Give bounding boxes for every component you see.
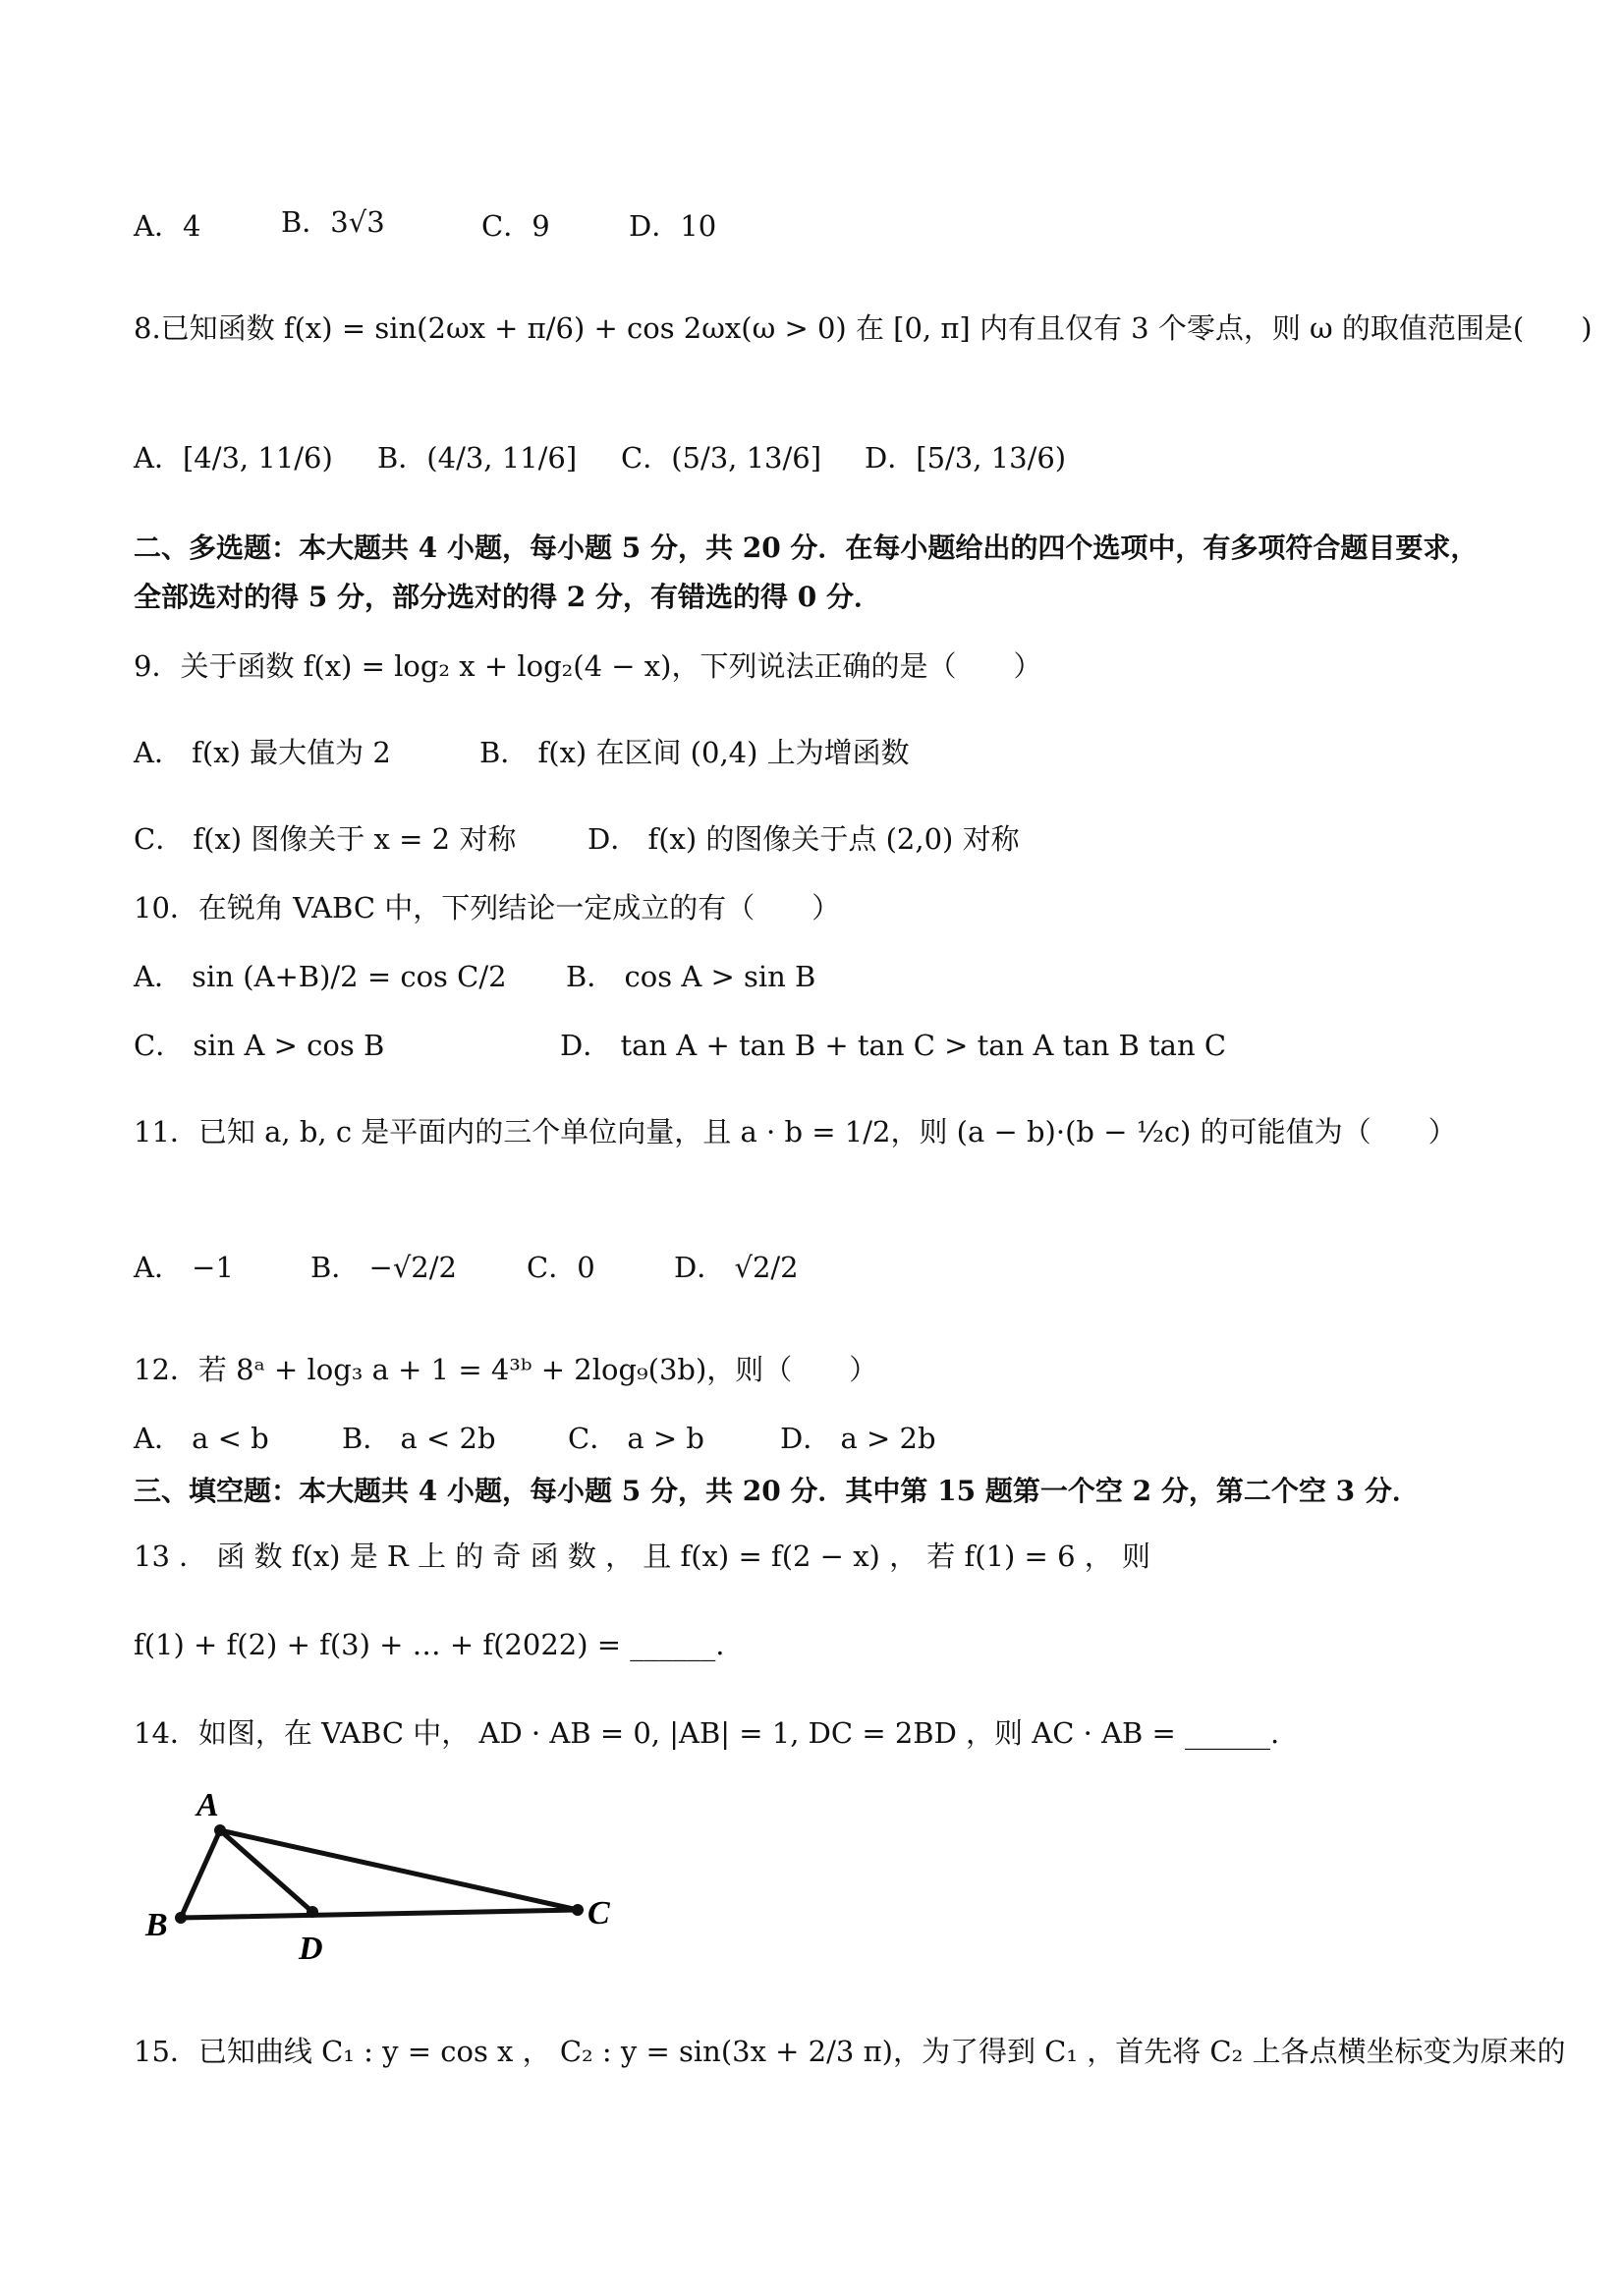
segment-bc [181,1910,578,1918]
q9-stem: 9．关于函数 f(x) = log₂ x + log₂(4 − x)，下列说法正确的是（ ） [134,649,1042,683]
q12-option-a: A． a < b [134,1422,269,1455]
triangle-figure [138,1776,629,1973]
q12-option-c: C． a > b [568,1422,704,1455]
q10-option-c: C． sin A > cos B [134,1029,385,1062]
q12-option-b: B． a < 2b [342,1422,496,1455]
point-a [214,1824,226,1836]
q13-line2: f(1) + f(2) + f(3) + … + f(2022) = ______. [134,1628,725,1661]
q13-line1: 13 ． 函 数 f(x) 是 R 上 的 奇 函 数 ， 且 f(x) = f(2 − x) ， 若 f(1) = 6 ， 则 [134,1540,1150,1573]
q8-option-b: B．(4/3, 11/6] [377,441,578,475]
label-c: C [588,1895,610,1932]
q9-option-b: B． f(x) 在区间 (0,4) 上为增函数 [479,736,910,769]
q9-option-a: A． f(x) 最大值为 2 [134,736,391,769]
q8-option-a: A．[4/3, 11/6) [134,441,333,475]
q7-option-a: A．4 [134,209,201,243]
point-b [175,1912,187,1924]
q14-stem: 14．如图，在 VABC 中， AD · AB = 0, |AB| = 1, DC = 2BD ，则 AC · AB = ______. [134,1716,1280,1750]
q12-stem: 12．若 8ᵃ + log₃ a + 1 = 4³ᵇ + 2log₉(3b)，则（ ） [134,1353,878,1386]
q10-option-d: D． tan A + tan B + tan C > tan A tan B tan C [560,1029,1227,1062]
point-c [572,1904,584,1916]
q10-stem: 10．在锐角 VABC 中，下列结论一定成立的有（ ） [134,891,841,924]
q11-option-d: D． √2/2 [674,1251,799,1284]
q7-option-d: D．10 [629,209,717,243]
q8-stem: 8.已知函数 f(x) = sin(2ωx + π/6) + cos 2ωx(ω > 0) 在 [0, π] 内有且仅有 3 个零点，则 ω 的取值范围是( ) [134,311,1593,345]
section2-heading-line2: 全部选对的得 5 分，部分选对的得 2 分，有错选的得 0 分． [134,581,881,613]
q11-stem: 11．已知 a, b, c 是平面内的三个单位向量，且 a · b = 1/2，则 (a − b)·(b − ½c) 的可能值为（ ） [134,1115,1457,1148]
section2-heading-line1: 二、多选题：本大题共 4 小题，每小题 5 分，共 20 分．在每小题给出的四个选项中，有多项符合题目要求， [134,532,1479,564]
label-b: B [145,1907,168,1943]
point-d [307,1906,318,1918]
segment-ac [220,1830,578,1910]
label-d: D [299,1931,323,1967]
section3-heading: 三、填空题：本大题共 4 小题，每小题 5 分，共 20 分．其中第 15 题第一个空 2 分，第二个空 3 分． [134,1475,1420,1507]
q9-option-c: C． f(x) 图像关于 x = 2 对称 [134,822,517,856]
label-a: A [196,1787,219,1823]
q12-option-d: D． a > 2b [780,1422,936,1455]
q11-option-b: B． −√2/2 [310,1251,457,1284]
segment-ab [181,1830,220,1918]
q11-option-a: A． −1 [134,1251,234,1284]
q10-option-b: B． cos A > sin B [566,960,816,993]
q8-option-d: D．[5/3, 13/6) [865,441,1067,475]
q11-option-c: C．0 [527,1251,595,1284]
q10-option-a: A． sin (A+B)/2 = cos C/2 [134,960,507,993]
q7-option-b: B．3√3 [281,205,385,239]
q8-option-c: C．(5/3, 13/6] [621,441,822,475]
q7-option-c: C．9 [481,209,550,243]
q9-option-d: D． f(x) 的图像关于点 (2,0) 对称 [588,822,1020,856]
q15-stem: 15．已知曲线 C₁ : y = cos x ， C₂ : y = sin(3x + 2/3 π)，为了得到 C₁ ，首先将 C₂ 上各点横坐标变为原来的 [134,2035,1566,2068]
